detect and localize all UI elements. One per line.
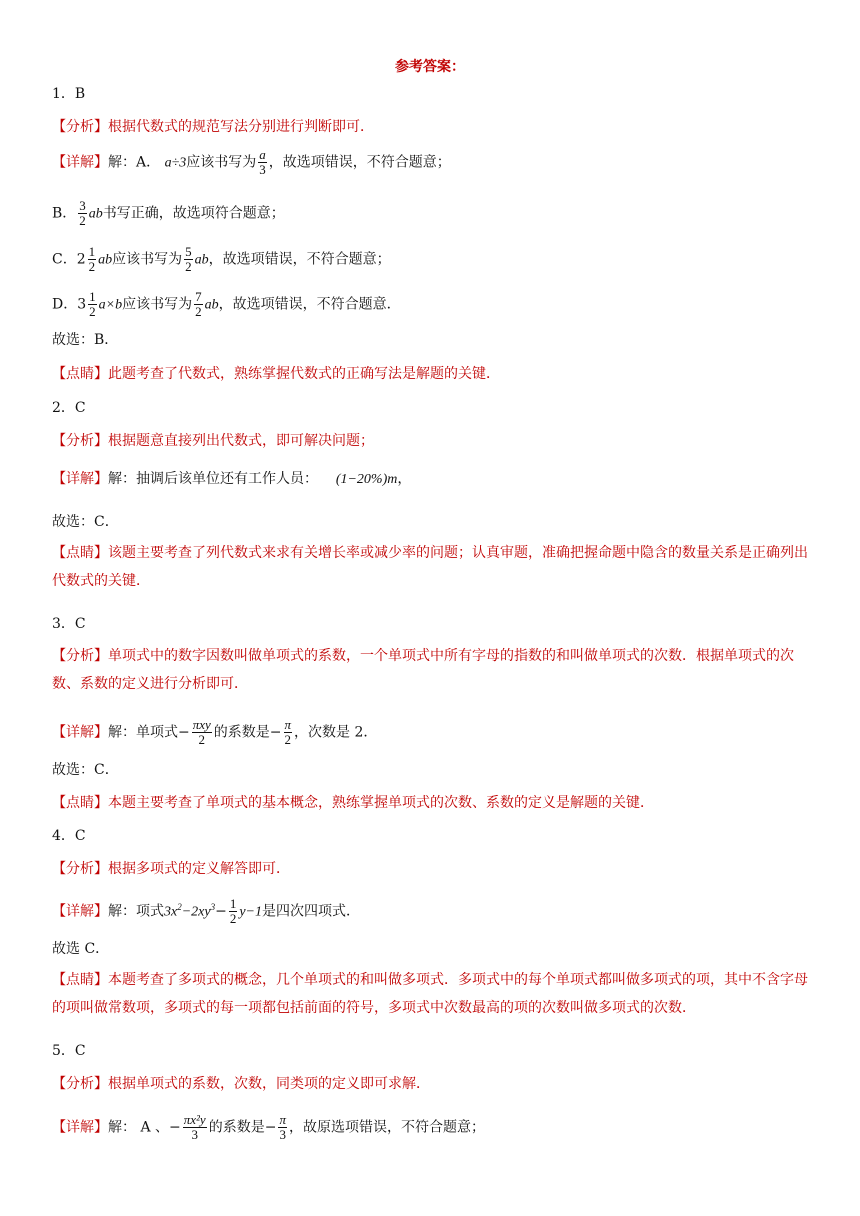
- fraction: $\frac{1}{2}$: [88, 244, 96, 274]
- fraction: $\frac{3}{2}$: [79, 198, 86, 228]
- q2-analysis: 【分析】根据题意直接列出代数式，即可解决问题；: [52, 433, 374, 449]
- q2-detail: 【详解】解：抽调后该单位还有工作人员： (1−20%)m，: [52, 471, 412, 487]
- q4-comment: 【点睛】本题考查了多项式的概念，几个单项式的和叫做多项式．多项式中的每个单项式都叫做多项式的项，其中不含字母的项叫做常数项，多项式的每一项都包括前面的符号，多项式中次数最高的项的次数叫做多项式的次数．: [52, 972, 808, 1016]
- q3-comment: 【点睛】本题主要考查了单项式的基本概念，熟练掌握单项式的次数、系数的定义是解题的关键．: [52, 795, 654, 811]
- fraction: $\frac{\pi}{3}$: [279, 1112, 286, 1142]
- q4-choice: 故选 C．: [52, 941, 110, 957]
- q2-comment: 【点睛】该题主要考查了列代数式来求有关增长率或减少率的问题；认真审题，准确把握命题中隐含的数量关系是正确列出代数式的关键．: [52, 545, 808, 589]
- fraction: $\frac{1}{2}$: [89, 289, 96, 319]
- fraction: $\frac{7}{2}$: [195, 289, 202, 319]
- q1-detail-b: B． $\frac{3}{2}$ ab书写正确，故选项符合题意；: [52, 198, 285, 228]
- fraction: $\frac{5}{2}$: [185, 244, 192, 274]
- detail-tag: 【详解】: [52, 154, 108, 171]
- q3-choice: 故选：C．: [52, 762, 119, 778]
- q5-answer: 5．C: [52, 1043, 86, 1059]
- q1-answer: 1．B: [52, 86, 86, 102]
- fraction: $\frac{\text{πxy}}{2}$: [192, 717, 211, 747]
- q3-detail: 【详解】解：单项式− $\frac{\text{πxy}}{2}$ 的系数是− $\frac{\pi}{2}$ ，次数是 2．: [52, 717, 378, 747]
- fraction: $\frac{\text{πx²y}}{3}$: [183, 1112, 206, 1142]
- q4-detail: 【详解】解：项式$3x^2-2xy^3-$ $\frac{1}{2}$ y−1是四次四项式．: [52, 896, 360, 927]
- fraction: $\frac{1}{2}$: [229, 896, 237, 927]
- q4-analysis: 【分析】根据多项式的定义解答即可．: [52, 861, 290, 877]
- page-title: 参考答案：: [395, 59, 465, 75]
- q5-analysis: 【分析】根据单项式的系数，次数，同类项的定义即可求解．: [52, 1076, 430, 1092]
- q1-choice: 故选：B．: [52, 332, 119, 348]
- fraction: $\frac{a}{3}$: [259, 147, 266, 177]
- q1-comment: 【点睛】此题考查了代数式，熟练掌握代数式的正确写法是解题的关键．: [52, 366, 500, 382]
- q4-answer: 4．C: [52, 828, 86, 844]
- q2-choice: 故选：C．: [52, 514, 119, 530]
- fraction: $\frac{\pi}{2}$: [284, 717, 292, 747]
- q3-analysis: 【分析】单项式中的数字因数叫做单项式的系数，一个单项式中所有字母的指数的和叫做单项式的次数．根据单项式的次数、系数的定义进行分析即可．: [52, 648, 794, 692]
- q5-detail: 【详解】解： A 、− $\frac{\text{πx²y}}{3}$ 的系数是− $\frac{\pi}{3}$ ，故原选项错误，不符合题意；: [52, 1112, 485, 1142]
- q1-analysis: 【分析】根据代数式的规范写法分别进行判断即可．: [52, 119, 374, 135]
- q3-answer: 3．C: [52, 616, 86, 632]
- q2-answer: 2．C: [52, 400, 86, 416]
- q1-detail-a: 【详解】解：A． a÷3应该书写为 $\frac{a}{3}$ ，故选项错误，不符合题意；: [52, 147, 451, 177]
- q1-detail-d: D．3 $\frac{1}{2}$ a×b应该书写为 $\frac{7}{2}$ ab，故选项错误，不符合题意．: [52, 289, 401, 319]
- q1-detail-c: C．2 $\frac{1}{2}$ ab应该书写为 $\frac{5}{2}$ ab，故选项错误，不符合题意；: [52, 244, 391, 274]
